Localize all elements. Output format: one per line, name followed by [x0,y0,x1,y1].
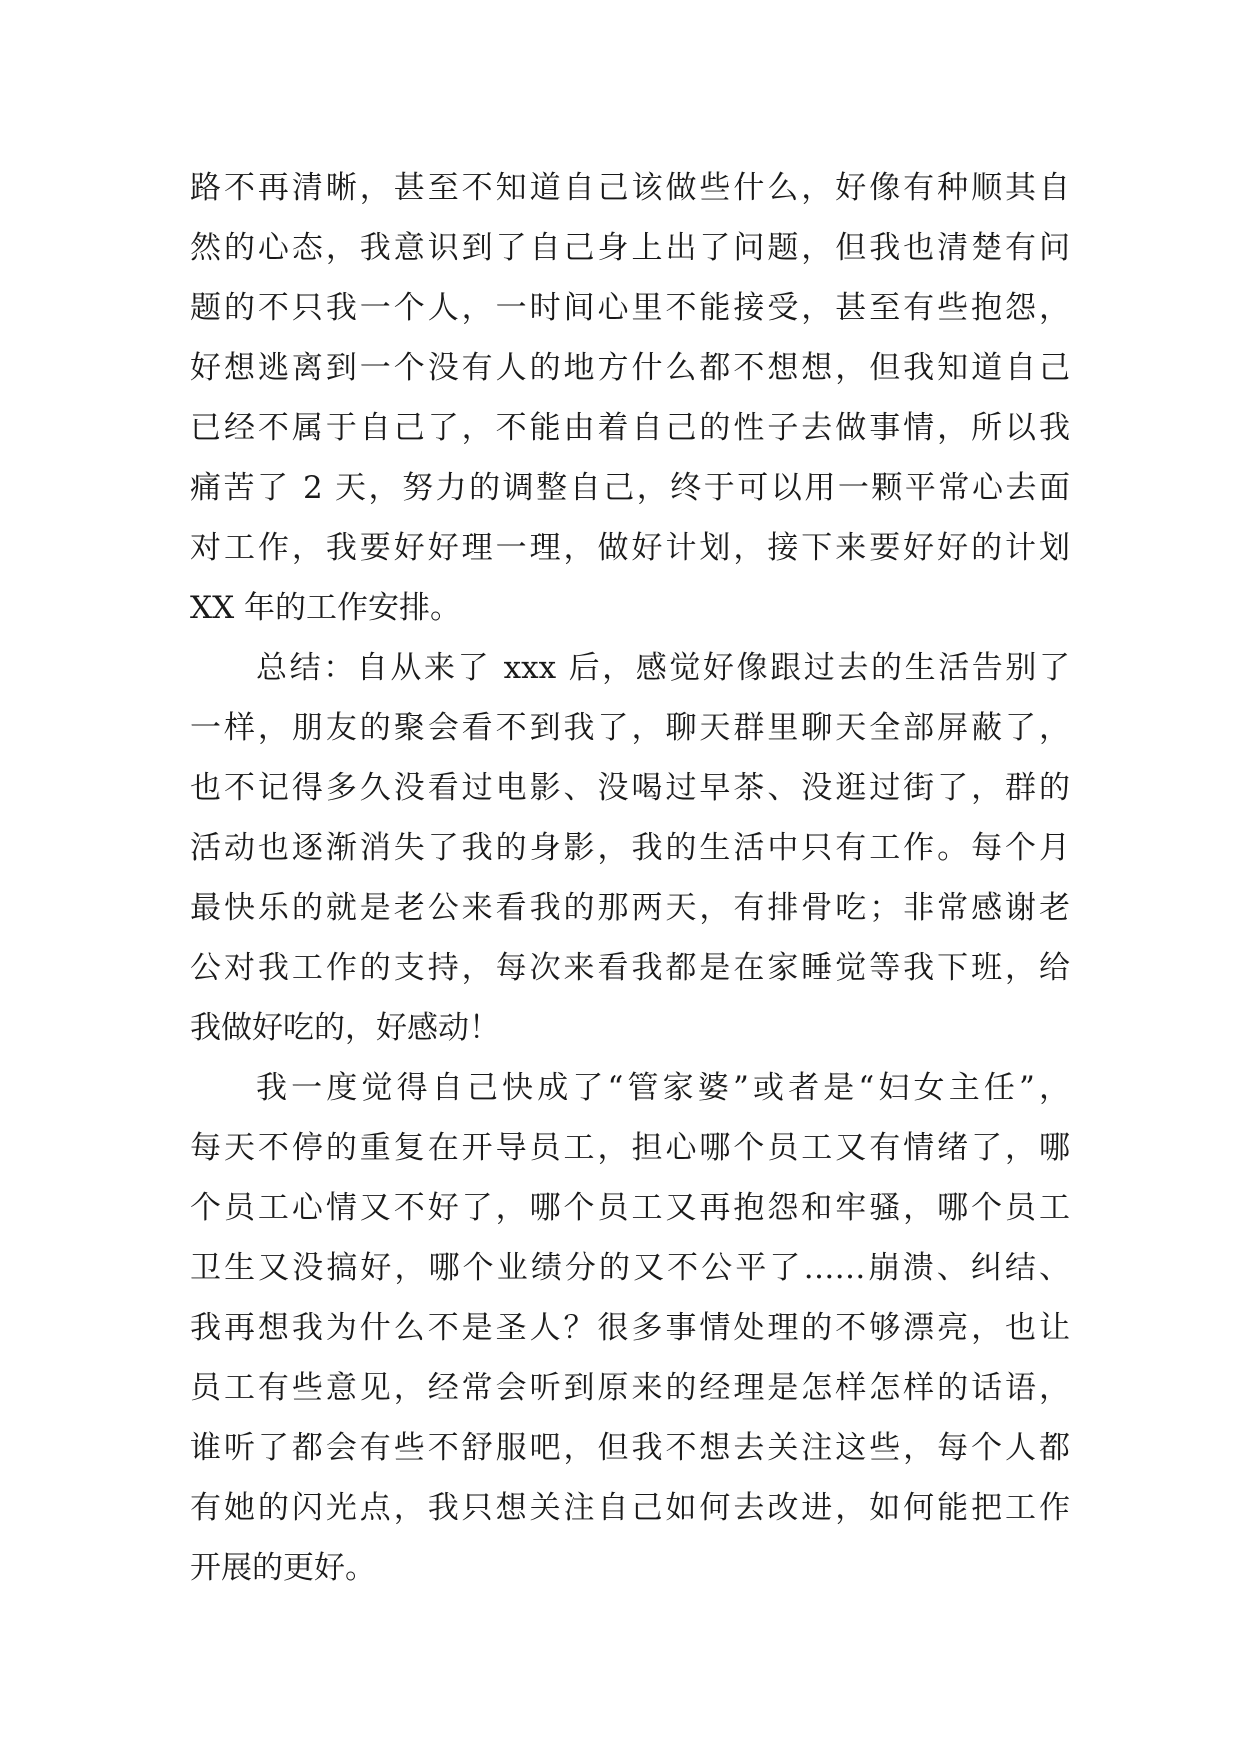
text-line: 谁听了都会有些不舒服吧，但我不想去关注这些，每个人都 [190,1430,1070,1466]
text-line: 一样，朋友的聚会看不到我了，聊天群里聊天全部屏蔽了， [190,710,1070,746]
text-line: 已经不属于自己了，不能由着自己的性子去做事情，所以我 [190,410,1070,446]
text-line: 好想逃离到一个没有人的地方什么都不想想，但我知道自己 [190,350,1070,386]
text-line: 然的心态，我意识到了自己身上出了问题，但我也清楚有问 [190,230,1070,266]
paragraph-1 [190,158,1070,638]
text-line: 也不记得多久没看过电影、没喝过早茶、没逛过街了，群的 [190,770,1070,806]
text-line: 题的不只我一个人，一时间心里不能接受，甚至有些抱怨， [190,290,1070,326]
text-line: 有她的闪光点，我只想关注自己如何去改进，如何能把工作 [190,1490,1070,1526]
text-line: 每天不停的重复在开导员工，担心哪个员工又有情绪了，哪 [190,1130,1070,1166]
body-text [190,158,1070,1598]
paragraph-2 [190,638,1070,1058]
text-line: 最快乐的就是老公来看我的那两天，有排骨吃；非常感谢老 [190,890,1070,926]
text-line: XX 年的工作安排。 [190,590,461,626]
text-line: 开展的更好。 [190,1550,376,1586]
text-line: 我一度觉得自己快成了“管家婆”或者是“妇女主任”， [256,1070,1070,1106]
text-line: 卫生又没搞好，哪个业绩分的又不公平了……崩溃、纠结、 [190,1250,1070,1286]
text-line: 路不再清晰，甚至不知道自己该做些什么，好像有种顺其自 [190,170,1070,206]
text-line: 个员工心情又不好了，哪个员工又再抱怨和牢骚，哪个员工 [190,1190,1070,1226]
paragraph-3 [190,1058,1070,1598]
text-line: 痛苦了 2 天，努力的调整自己，终于可以用一颗平常心去面 [190,470,1070,506]
text-line: 活动也逐渐消失了我的身影，我的生活中只有工作。每个月 [190,830,1070,866]
text-line: 我做好吃的，好感动！ [190,1010,500,1046]
text-line: 公对我工作的支持，每次来看我都是在家睡觉等我下班，给 [190,950,1070,986]
text-line: 员工有些意见，经常会听到原来的经理是怎样怎样的话语， [190,1370,1070,1406]
text-line: 对工作，我要好好理一理，做好计划，接下来要好好的计划 [190,530,1070,566]
text-line: 总结：自从来了 xxx 后，感觉好像跟过去的生活告别了 [256,650,1070,686]
text-line: 我再想我为什么不是圣人？很多事情处理的不够漂亮，也让 [190,1310,1070,1346]
